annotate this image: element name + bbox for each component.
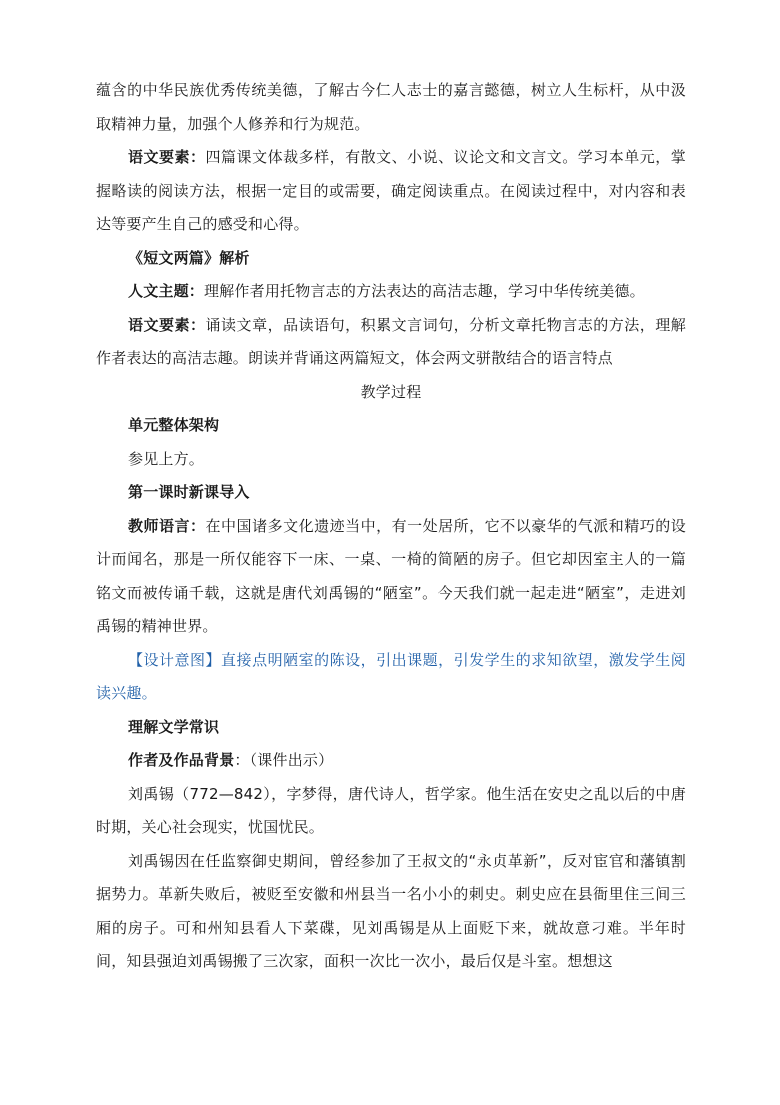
text-language-elements: 四篇课文体裁多样，有散文、小说、议论文和文言文。学习本单元，掌握略读的阅读方法，根据一定目的或需要，确定阅读重点。在阅读过程中，对内容和表达等要产生自己的感受和心得。 — [96, 148, 686, 233]
text-language-elements-2: 诵读文章，品读语句，积累文言词句，分析文章托物言志的方法，理解作者表达的高洁志趣。朗读并背诵这两篇短文，体会两文骈散结合的语言特点 — [96, 315, 686, 367]
label-author-background: 作者及作品背景 — [128, 751, 235, 769]
paragraph-unit-goals-continued: 蕴含的中华民族优秀传统美德，了解古今仁人志士的嘉言懿德，树立人生标杆，从中汲取精神力量，加强个人修养和行为规范。 — [96, 81, 686, 133]
paragraph-teacher-language — [96, 510, 686, 644]
text-author-background: ：（课件出示） — [234, 751, 334, 769]
label-language-elements: 语文要素： — [128, 148, 206, 166]
heading-literary-knowledge: 理解文学常识 — [128, 717, 220, 736]
heading-teaching-process: 教学过程 — [360, 382, 422, 401]
paragraph-author-background — [96, 744, 686, 778]
label-language-elements-2: 语文要素： — [128, 315, 206, 334]
paragraph-liu-yuxi-story: 刘禹锡因在任监察御史期间，曾经参加了王叔文的“永贞革新”，反对宦官和藩镇割据势力。革新失败后，被贬至安徽和州县当一名小小的刺史。刺史应在县衙里住三间三厢的房子。可和州知县看人下菜碟，见刘禹锡是从上面贬下来，就故意刁难。半年时间，知县强迫刘禹锡搬了三次家，面积一次比一次小，最后仅是斗室。想想这 — [96, 851, 686, 970]
heading-unit-structure: 单元整体架构 — [128, 416, 220, 434]
paragraph-language-elements-2 — [96, 309, 686, 376]
label-teacher-language: 教师语言： — [128, 516, 206, 535]
paragraph-humanistic-theme — [96, 275, 686, 309]
paragraph-language-elements — [96, 141, 686, 242]
heading-two-essays-analysis: 《短文两篇》解析 — [128, 248, 250, 267]
paragraph-see-above: 参见上方。 — [128, 449, 205, 468]
text-teacher-language: 在中国诸多文化遗迹当中，有一处居所，它不以豪华的气派和精巧的设计而闻名，那是一所仅能容下一床、一桌、一椅的简陋的房子。但它却因室主人的一篇铭文而被传诵千载，这就是唐代刘禹锡的“陋室”。今天我们就一起走进“陋室”，走进刘禹锡的精神世界。 — [96, 516, 686, 635]
label-humanistic-theme: 人文主题： — [128, 282, 205, 300]
text-humanistic-theme: 理解作者用托物言志的方法表达的高洁志趣，学习中华传统美德。 — [204, 282, 645, 300]
heading-first-lesson-intro: 第一课时新课导入 — [128, 483, 250, 501]
document-body — [96, 74, 686, 979]
paragraph-design-intent: 【设计意图】直接点明陋室的陈设，引出课题，引发学生的求知欲望，激发学生阅读兴趣。 — [96, 650, 686, 702]
paragraph-liu-yuxi-bio: 刘禹锡（772—842），字梦得，唐代诗人，哲学家。他生活在安史之乱以后的中唐时期，关心社会现实，忧国忧民。 — [96, 784, 686, 836]
